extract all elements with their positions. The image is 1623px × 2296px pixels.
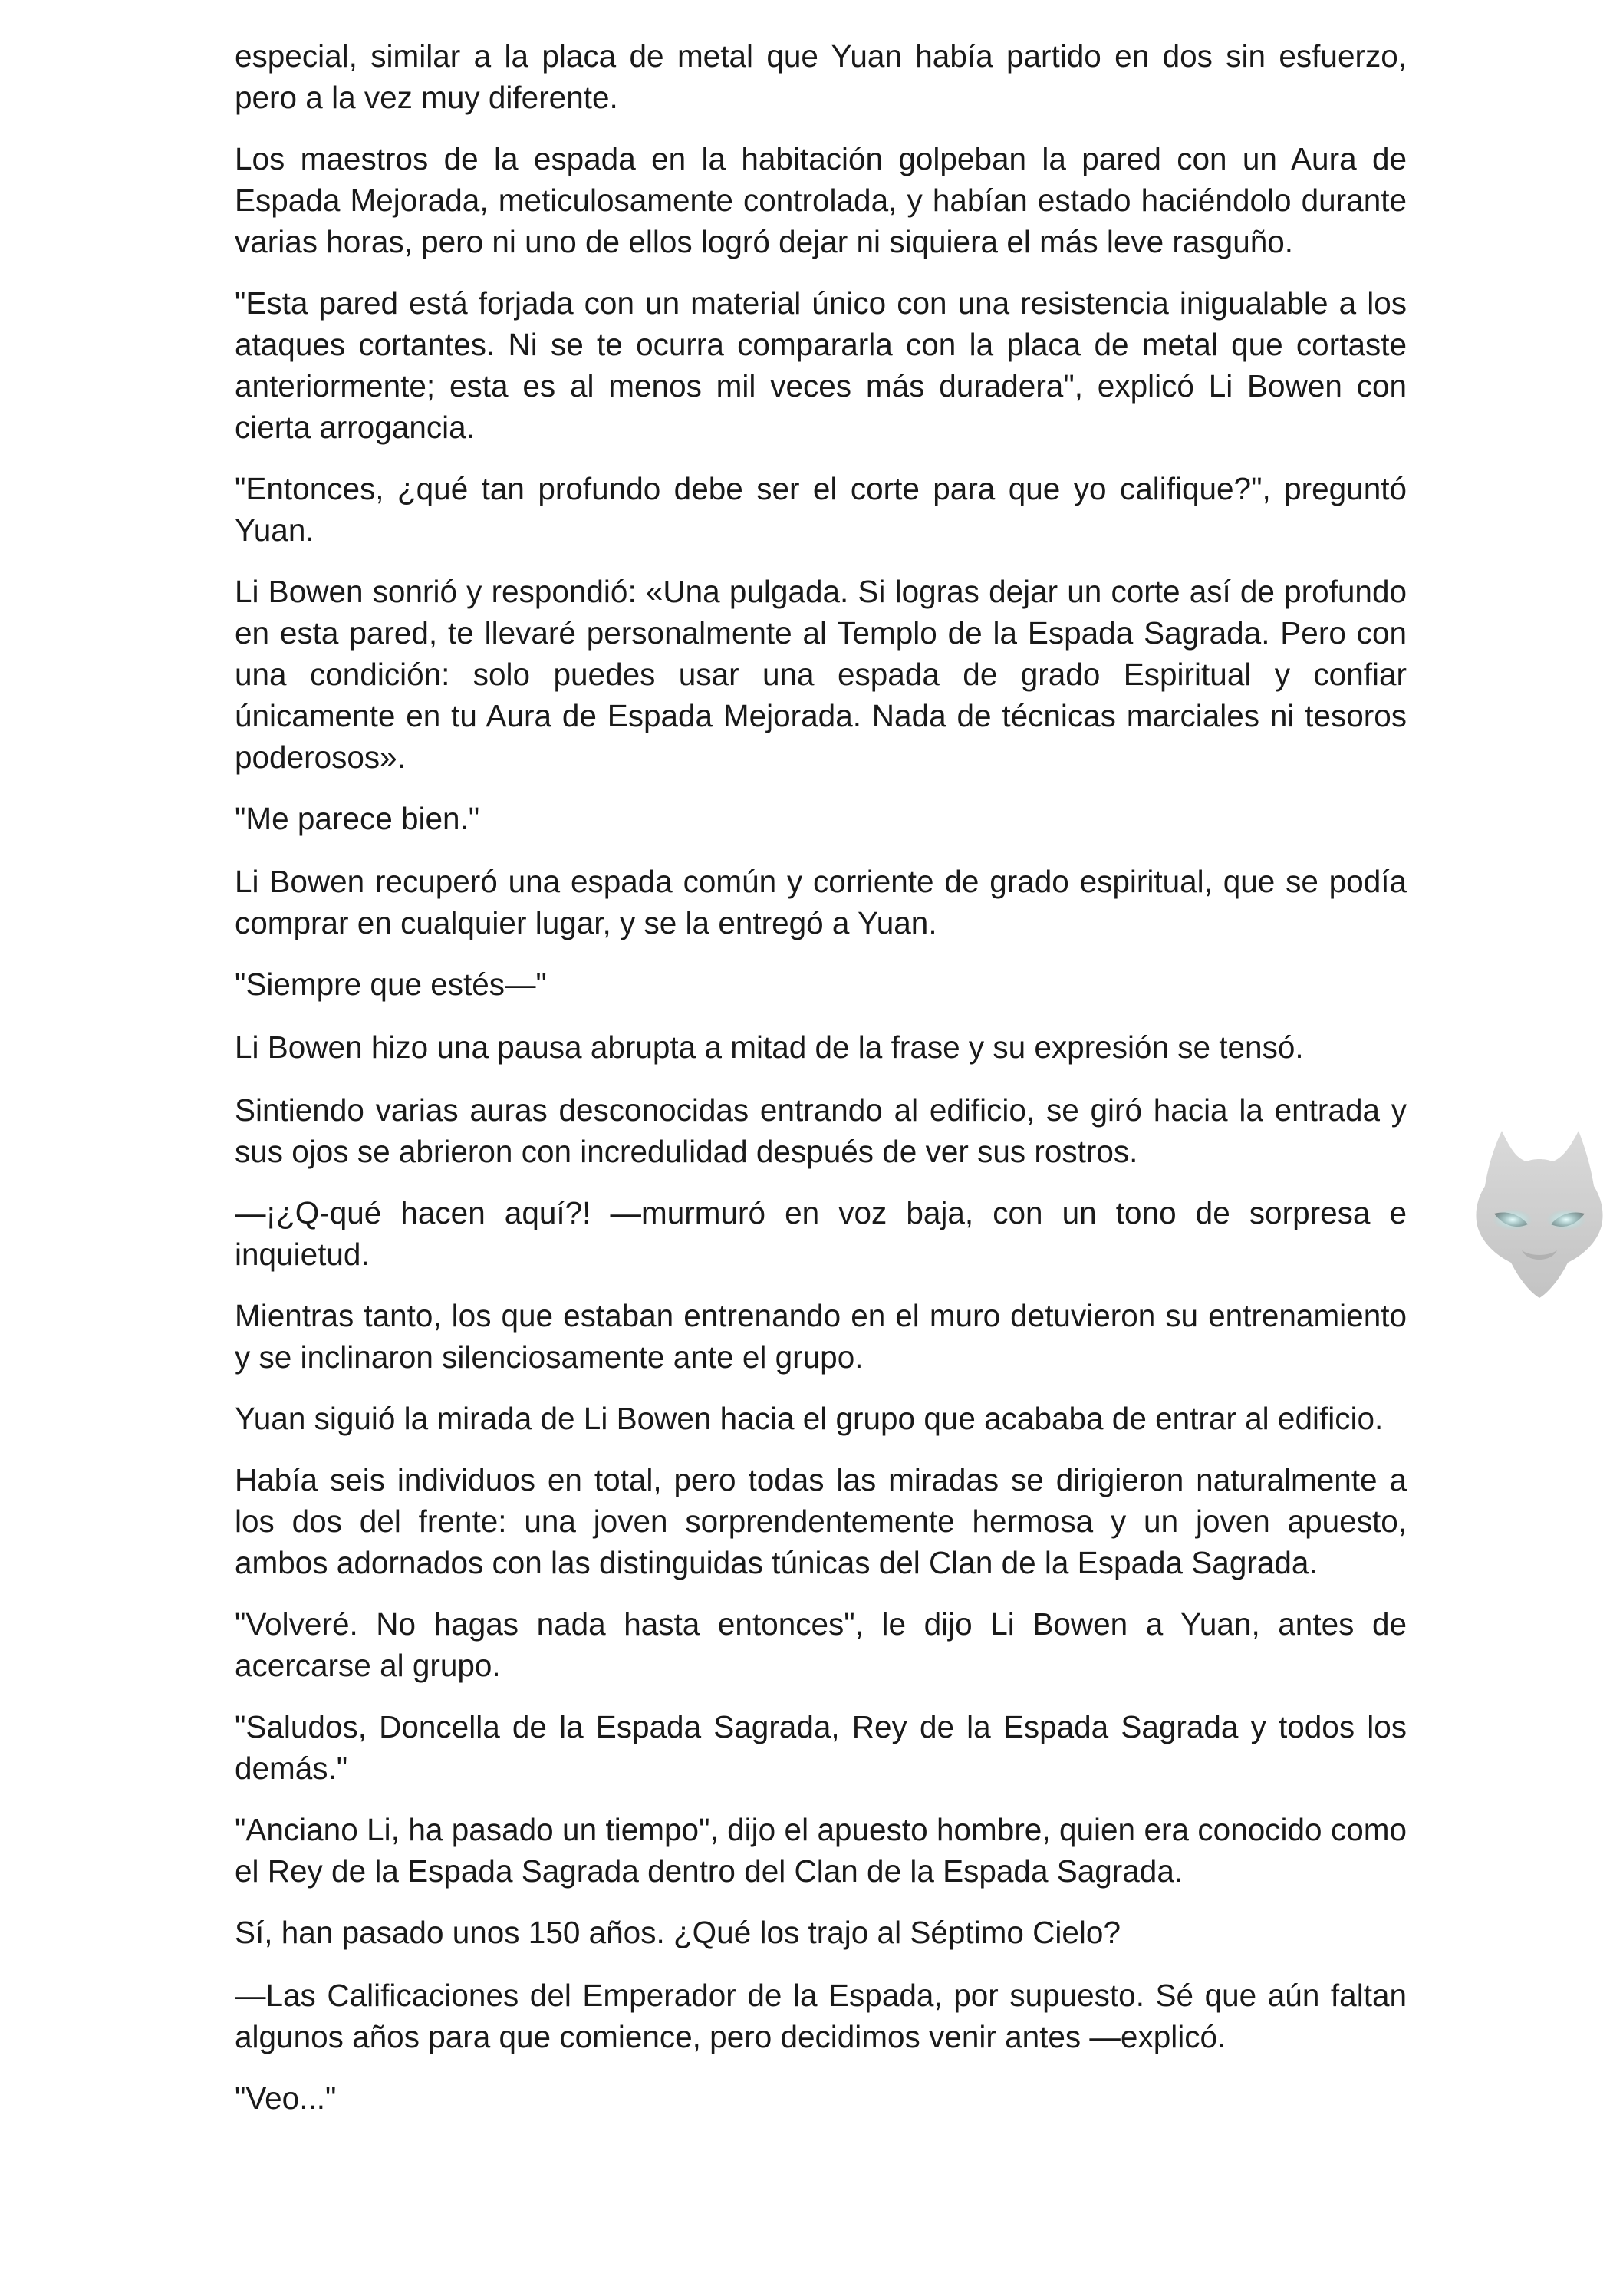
- paragraph: —¡¿Q-qué hacen aquí?! —murmuró en voz baja, con un tono de sorpresa e inquietud.: [235, 1195, 1407, 1272]
- paragraph: Li Bowen recuperó una espada común y corriente de grado espiritual, que se podía comprar en cualquier lugar, y se la entregó a Yuan.: [235, 864, 1407, 940]
- paragraph: Había seis individuos en total, pero todas las miradas se dirigieron naturalmente a los dos del frente: una joven sorprendentemente hermosa y un joven apuesto, ambos adornados con las distinguidas túnicas del Clan de la Espada Sagrada.: [235, 1462, 1407, 1580]
- paragraph: especial, similar a la placa de metal que Yuan había partido en dos sin esfuerzo, pero a la vez muy diferente.: [235, 38, 1407, 115]
- paragraph: Li Bowen hizo una pausa abrupta a mitad de la frase y su expresión se tensó.: [235, 1029, 1304, 1065]
- paragraph: Sintiendo varias auras desconocidas entrando al edificio, se giró hacia la entrada y sus ojos se abrieron con incredulidad después de ver sus rostros.: [235, 1092, 1407, 1169]
- paragraph: Li Bowen sonrió y respondió: «Una pulgada. Si logras dejar un corte así de profundo en esta pared, te llevaré personalmente al Templo de la Espada Sagrada. Pero con una condición: solo puedes usar una espada de grado Espiritual y confiar únicamente en tu Aura de Espada Mejorada. Nada de técnicas marciales ni tesoros poderosos».: [235, 574, 1407, 775]
- paragraph: "Veo...": [235, 2080, 337, 2116]
- paragraph: "Anciano Li, ha pasado un tiempo", dijo el apuesto hombre, quien era conocido como el Rey de la Espada Sagrada dentro del Clan de la Espada Sagrada.: [235, 1812, 1407, 1889]
- paragraph: Sí, han pasado unos 150 años. ¿Qué los trajo al Séptimo Cielo?: [235, 1915, 1121, 1950]
- paragraph: Los maestros de la espada en la habitación golpeban la pared con un Aura de Espada Mejorada, meticulosamente controlada, y habían estado haciéndolo durante varias horas, pero ni uno de ellos logró dejar ni siquiera el más leve rasguño.: [235, 141, 1407, 259]
- paragraph: —Las Calificaciones del Emperador de la Espada, por supuesto. Sé que aún faltan algunos años para que comience, pero decidimos venir antes —explicó.: [235, 1978, 1407, 2054]
- paragraph: Mientras tanto, los que estaban entrenando en el muro detuvieron su entrenamiento y se inclinaron silenciosamente ante el grupo.: [235, 1298, 1407, 1375]
- paragraph: "Volveré. No hagas nada hasta entonces", le dijo Li Bowen a Yuan, antes de acercarse al grupo.: [235, 1606, 1407, 1683]
- paragraph: Yuan siguió la mirada de Li Bowen hacia el grupo que acababa de entrar al edificio.: [235, 1401, 1384, 1436]
- paragraph: "Esta pared está forjada con un material único con una resistencia inigualable a los ataques cortantes. Ni se te ocurra compararla con la placa de metal que cortaste anteriormente; esta es al menos mil veces más duradera", explicó Li Bowen con cierta arrogancia.: [235, 285, 1407, 445]
- document-page: [235, 35, 1407, 2139]
- paragraph: "Me parece bien.": [235, 801, 480, 836]
- demon-head-icon: [1471, 1128, 1608, 1301]
- paragraph: "Saludos, Doncella de la Espada Sagrada, Rey de la Espada Sagrada y todos los demás.": [235, 1709, 1407, 1786]
- paragraph: "Entonces, ¿qué tan profundo debe ser el corte para que yo califique?", preguntó Yuan.: [235, 471, 1407, 548]
- paragraph: "Siempre que estés—": [235, 967, 547, 1002]
